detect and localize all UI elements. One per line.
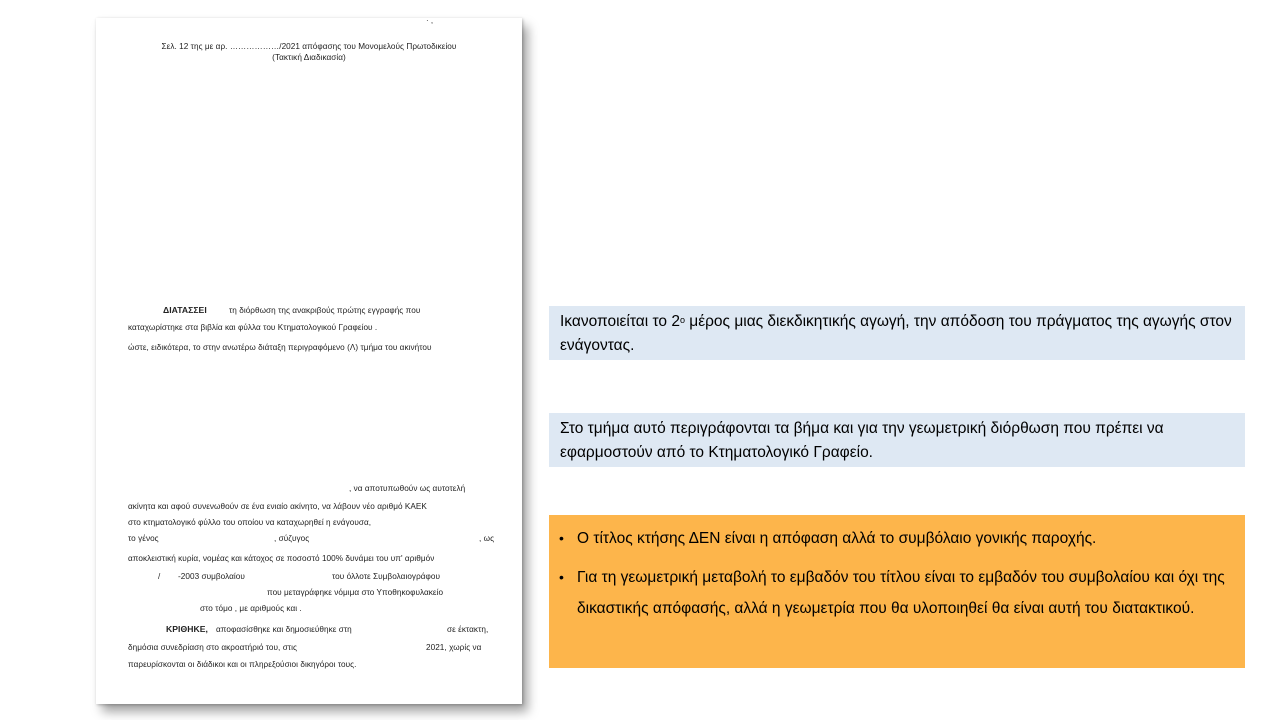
paragraph2-line4c: , ως	[479, 534, 495, 543]
annotation-note-3	[549, 515, 1245, 668]
bullet-dot: •	[559, 530, 564, 546]
annotation-note-1-text-post: μέρος μιας διεκδικητικής αγωγή, την απόδοση του πράγματος της αγωγής στον ενάγοντας.	[560, 313, 1232, 354]
paragraph2-line5: αποκλειστική κυρία, νομέας και κάτοχος σε ποσοστό 100% δυνάμει του υπ' αριθμόν	[128, 554, 435, 563]
paragraph2-line1: , να αποτυπωθούν ως αυτοτελή	[349, 484, 466, 493]
annotation-note-1-text-pre: Ικανοποιείται το 2	[560, 313, 680, 330]
decision-label: ΔΙΑΤΑΣΣΕΙ	[163, 305, 207, 315]
paragraph2-line8: στο τόμο , με αριθμούς και .	[200, 604, 302, 613]
judged-label: ΚΡΙΘΗΚΕ,	[166, 624, 208, 634]
document-header-line2: (Τακτική Διαδικασία)	[272, 53, 346, 62]
decision-line2: καταχωρίστηκε στα βιβλία και φύλλα του Κτηματολογικού Γραφείου .	[128, 323, 378, 332]
annotation-bullet-text: Για τη γεωμετρική μεταβολή το εμβαδόν του τίτλου είναι το εμβαδόν του συμβολαίου και όχι της δικαστικής απόφασής, αλλά η γεωμετρία που θα υλοποιηθεί θα είναι αυτή του διατακτικού.	[577, 569, 1225, 617]
paragraph2-line4a: το γένος	[128, 534, 159, 543]
annotation-bullet	[559, 523, 1235, 554]
paragraph2-line2: ακίνητα και αφού συνενωθούν σε ένα ενιαίο ακίνητο, να λάβουν νέο αριθμό ΚΑΕΚ	[128, 502, 427, 511]
paragraph2-line6b: -2003 συμβολαίου	[178, 572, 245, 581]
paragraph2-line6a: /	[158, 572, 161, 581]
judged-line1b: σε έκτακτη,	[447, 625, 489, 634]
scanned-document-page	[96, 18, 522, 704]
annotation-bullet	[559, 562, 1235, 624]
annotation-note-2-text: Στο τμήμα αυτό περιγράφονται τα βήμα και για την γεωμετρική διόρθωση που πρέπει να εφαρμοστούν από το Κτηματολογικό Γραφείο.	[560, 420, 1164, 461]
judged-line1a: αποφασίσθηκε και δημοσιεύθηκε στη	[216, 625, 352, 634]
annotation-note-1-superscript: ο	[679, 315, 685, 325]
paragraph2-line6c: του όλλοτε Συμβολαιογράφου	[332, 572, 441, 581]
annotation-note-2	[549, 413, 1245, 467]
decision-line1: τη διόρθωση της ανακριβούς πρώτης εγγραφής που	[229, 306, 421, 315]
paragraph2-line4b: , σύζυγος	[274, 534, 310, 543]
decision-line3: ώστε, ειδικότερα, το στην ανωτέρω διάταξη περιγραφόμενο (Λ) τμήμα του ακινήτου	[128, 343, 432, 352]
page-corner-marks: · ,	[426, 18, 434, 25]
annotation-bullet-text: Ο τίτλος κτήσης ΔΕΝ είναι η απόφαση αλλά το συμβόλαιο γονικής παροχής.	[577, 530, 1097, 547]
judged-line2a: δημόσια συνεδρίαση στο ακροατήριό του, στις	[128, 643, 297, 652]
document-header-line1: Σελ. 12 της με αρ. ………………/2021 απόφασης του Μονομελούς Πρωτοδικείου	[161, 42, 457, 51]
paragraph2-line3: στο κτηματολογικό φύλλο του οποίου να καταχωρηθεί η ενάγουσα,	[128, 518, 372, 527]
paragraph2-line7: που μεταγράφηκε νόμιμα στο Υποθηκοφυλακείο	[267, 588, 444, 597]
annotation-note-1	[549, 306, 1245, 360]
judged-line2b: 2021, χωρίς να	[426, 643, 482, 652]
judged-line3: παρευρίσκονται οι διάδικοι και οι πληρεξούσιοι δικηγόροι τους.	[128, 660, 357, 669]
bullet-dot: •	[559, 569, 564, 585]
